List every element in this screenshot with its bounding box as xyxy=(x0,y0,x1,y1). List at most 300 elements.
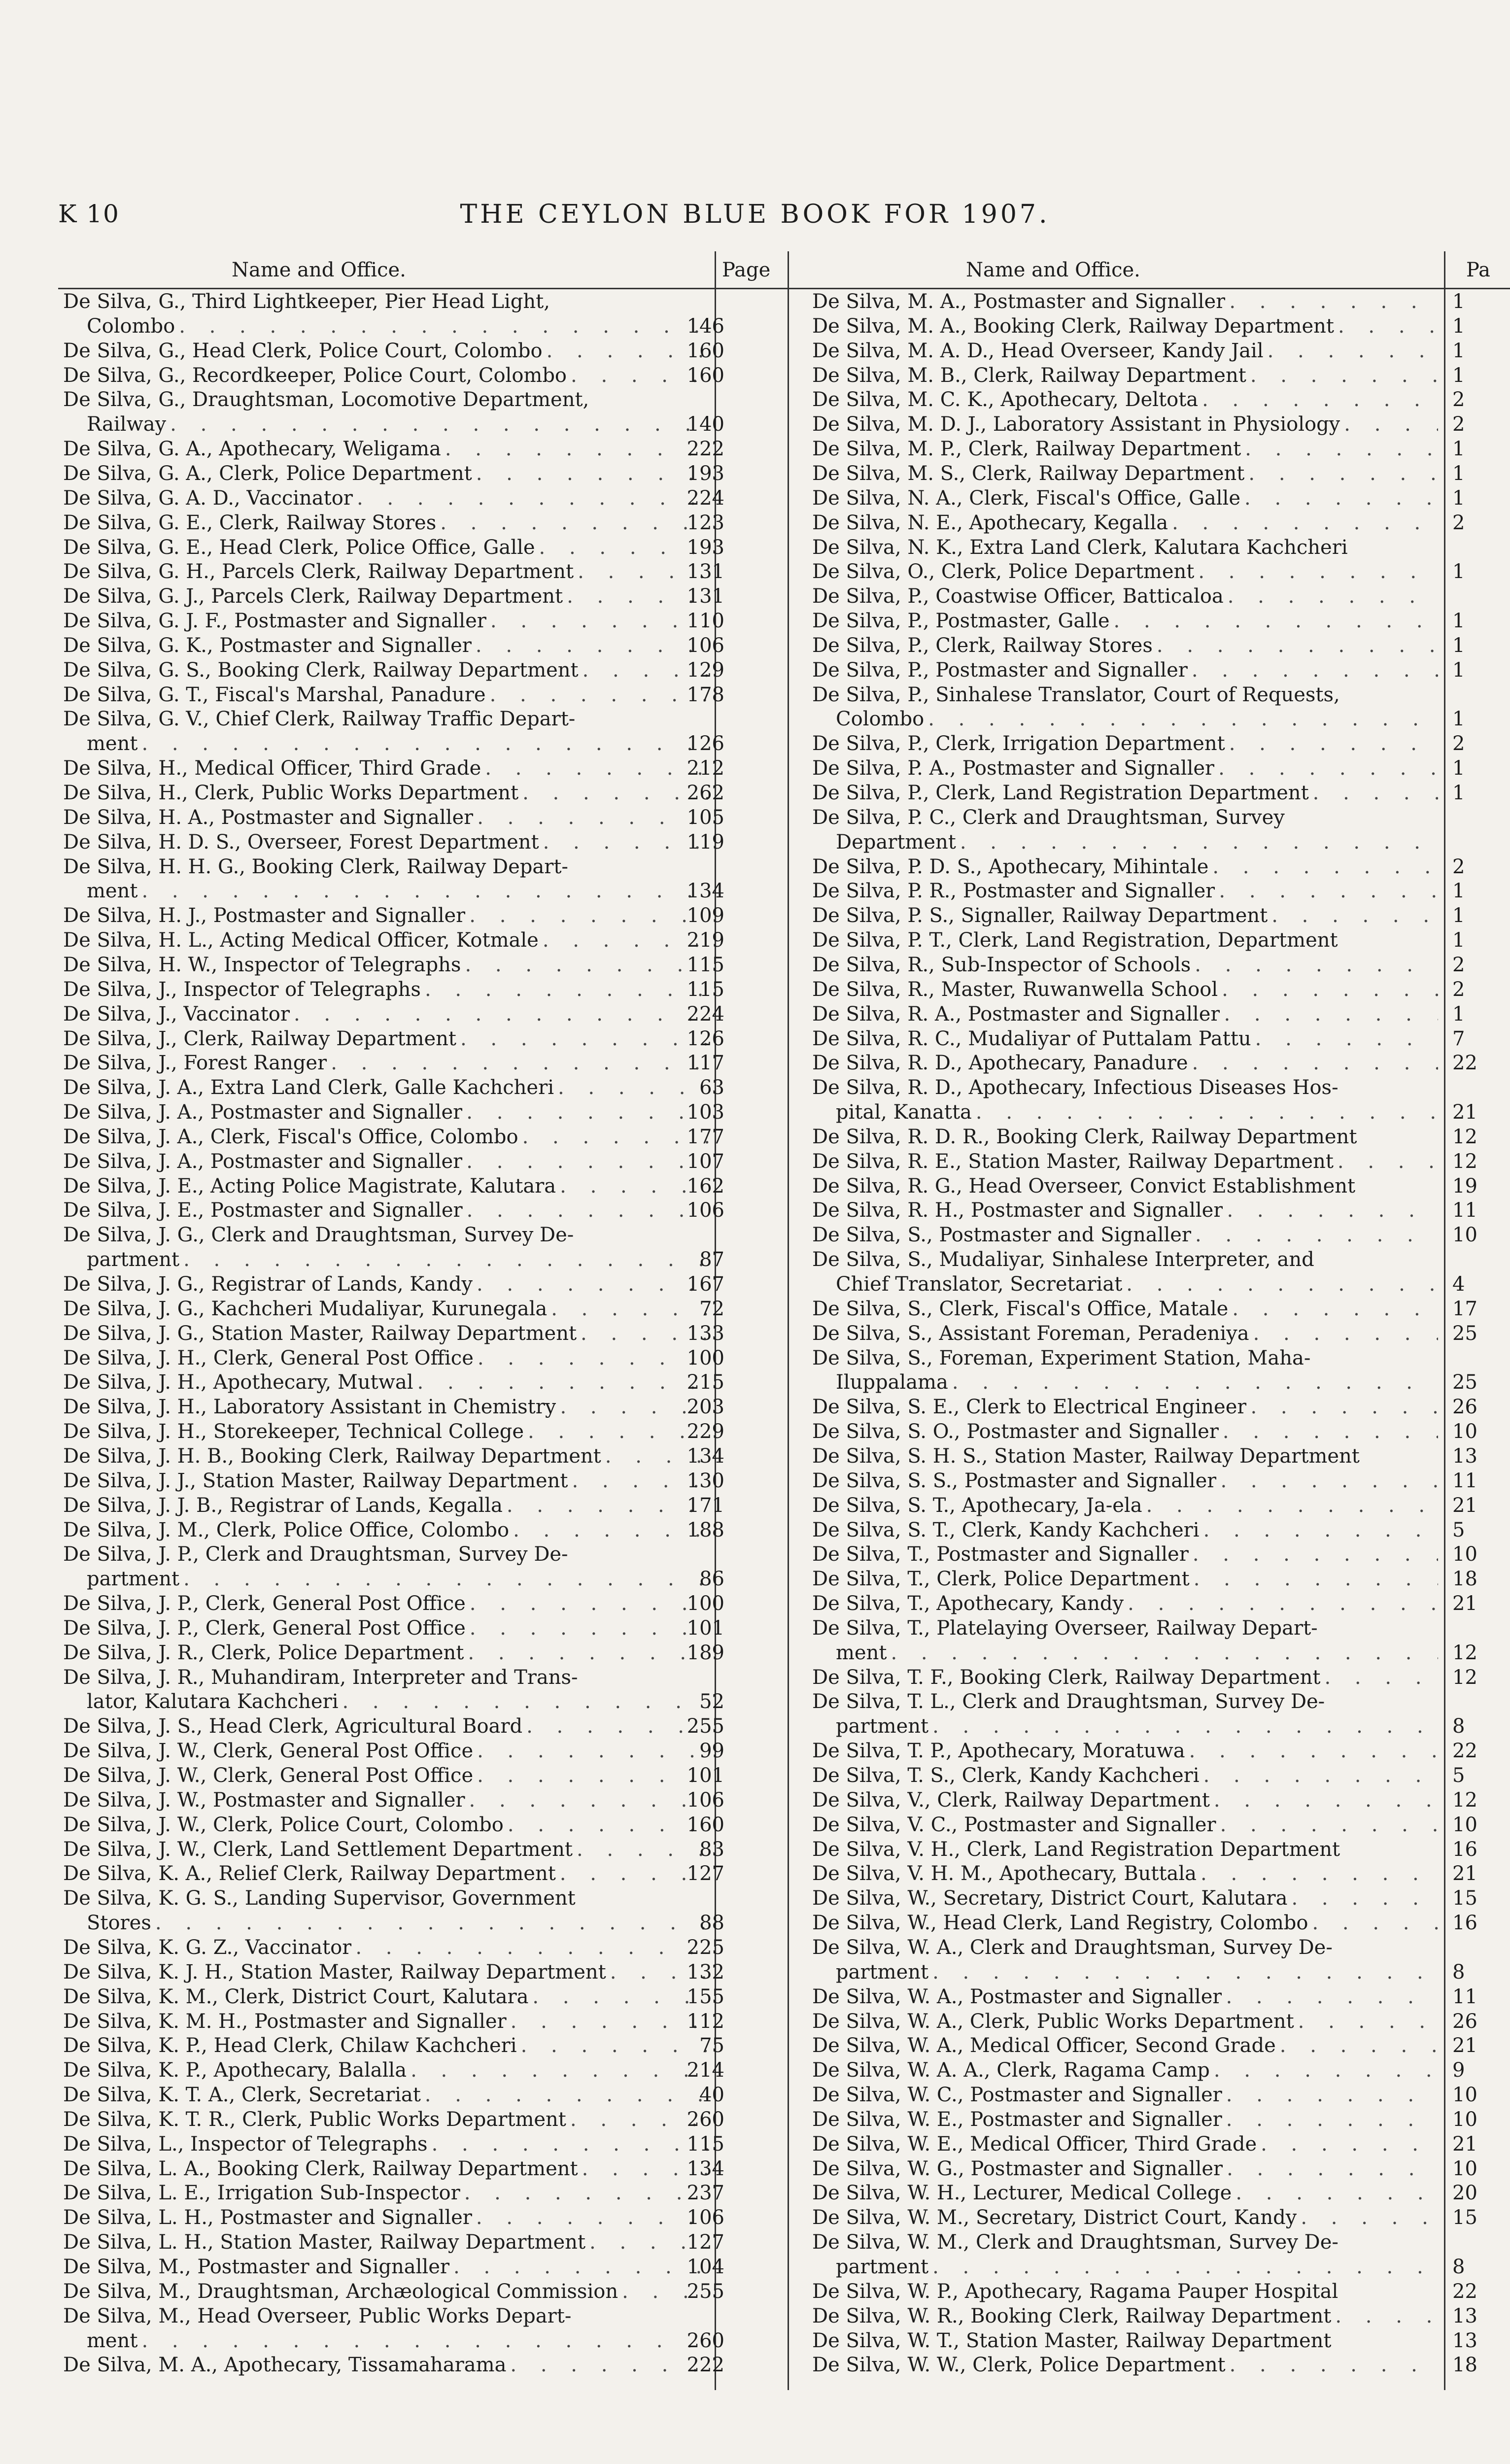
leader-dots xyxy=(924,707,1438,732)
entry-name-office: De Silva, J. H., Storekeeper, Technical College xyxy=(63,1420,524,1443)
index-entry xyxy=(836,1370,1438,1395)
index-entry xyxy=(812,2181,1438,2206)
entry-name-office: De Silva, P. R., Postmaster and Signaller xyxy=(812,880,1215,903)
leader-dots xyxy=(956,830,1438,855)
entry-name-office: De Silva, S., Postmaster and Signaller xyxy=(812,1224,1192,1247)
entry-page-number: 1 xyxy=(1452,290,1465,313)
index-entry xyxy=(87,1567,709,1592)
index-entry xyxy=(63,634,709,658)
entry-name-office: De Silva, H. J., Postmaster and Signaller xyxy=(63,904,466,927)
entry-page-number: 140 xyxy=(686,413,724,436)
entry-page-number: 10 xyxy=(1452,1813,1477,1836)
index-entry xyxy=(63,1174,709,1199)
entry-page-number: 21 xyxy=(1452,1862,1477,1885)
index-entry xyxy=(63,1592,709,1616)
leader-dots xyxy=(1223,2157,1438,2182)
entry-page-number: 87 xyxy=(699,1248,724,1271)
entry-name-office: De Silva, R. H., Postmaster and Signaller xyxy=(812,1199,1223,1222)
entry-name-office: ment xyxy=(87,880,138,903)
leader-dots xyxy=(175,314,709,339)
entry-page-number: 20 xyxy=(1452,2182,1477,2205)
leader-dots xyxy=(1308,1911,1438,1936)
index-entry xyxy=(87,2329,709,2354)
index-entry xyxy=(63,2157,709,2182)
index-entry xyxy=(812,388,1438,412)
entry-page-number: 10 xyxy=(1452,2084,1477,2107)
entry-name-office: De Silva, J. W., Clerk, Land Settlement Department xyxy=(63,1838,573,1861)
entry-name-office: De Silva, H. W., Inspector of Telegraphs xyxy=(63,953,461,976)
index-entry xyxy=(63,1886,709,1911)
entry-page-number: 127 xyxy=(686,1862,724,1885)
entry-name-office: De Silva, M. C. K., Apothecary, Deltota xyxy=(812,388,1199,411)
entry-page-number: 2 xyxy=(1452,413,1465,436)
entry-page-number: 22 xyxy=(1452,1052,1477,1075)
leader-dots xyxy=(1153,634,1438,658)
index-entry xyxy=(812,1125,1438,1150)
entry-name-office: De Silva, V., Clerk, Railway Department xyxy=(812,1788,1210,1812)
entry-page-number: 134 xyxy=(686,2157,724,2180)
entry-name-office: De Silva, J., Forest Ranger xyxy=(63,1052,327,1075)
leader-dots xyxy=(928,1714,1438,1739)
entry-name-office: Chief Translator, Secretariat xyxy=(836,1273,1123,1296)
entry-page-number: 1 xyxy=(1452,314,1465,338)
entry-name-office: De Silva, J. G., Kachcheri Mudaliyar, Kurunegala xyxy=(63,1297,548,1320)
entry-name-office: De Silva, J. A., Postmaster and Signaller xyxy=(63,1150,463,1173)
entry-name-office: De Silva, W. A., Clerk, Public Works Department xyxy=(812,2010,1294,2033)
index-entry xyxy=(63,1739,709,1764)
index-entry xyxy=(812,806,1438,830)
index-entry xyxy=(63,1469,709,1494)
index-entry xyxy=(63,1444,709,1469)
entry-name-office: De Silva, W. E., Postmaster and Signaller xyxy=(812,2108,1222,2131)
leader-dots xyxy=(1191,1223,1438,1248)
leader-dots xyxy=(1334,1150,1438,1174)
entry-name-office: De Silva, L. H., Postmaster and Signaller xyxy=(63,2206,472,2229)
index-entry xyxy=(812,2058,1438,2083)
index-entry xyxy=(812,314,1438,339)
leader-dots xyxy=(1264,339,1438,364)
entry-page-number: 18 xyxy=(1452,1568,1477,1591)
leader-dots xyxy=(1198,388,1438,412)
leader-dots xyxy=(1225,290,1438,314)
entry-page-number: 103 xyxy=(686,1101,724,1124)
entry-name-office: ment xyxy=(87,732,138,755)
column-divider-rule xyxy=(788,251,789,2390)
entry-name-office: De Silva, J. E., Postmaster and Signaller xyxy=(63,1199,463,1222)
entry-page-number: 1 xyxy=(1452,560,1465,583)
index-entry xyxy=(812,2280,1438,2304)
entry-page-number: 222 xyxy=(686,2354,724,2377)
index-entry xyxy=(63,2304,709,2329)
entry-name-office: De Silva, P., Postmaster and Signaller xyxy=(812,658,1188,682)
entry-name-office: De Silva, L. E., Irrigation Sub-Inspector xyxy=(63,2182,460,2205)
entry-name-office: De Silva, T. L., Clerk and Draughtsman, Survey De- xyxy=(812,1690,1325,1713)
leader-dots xyxy=(972,1100,1438,1125)
entry-name-office: pital, Kanatta xyxy=(836,1101,972,1124)
entry-page-number: 22 xyxy=(1452,2280,1477,2303)
entry-page-number: 16 xyxy=(1452,1912,1477,1935)
entry-name-office: De Silva, S. T., Apothecary, Ja-ela xyxy=(812,1494,1142,1517)
entry-name-office: De Silva, W. G., Postmaster and Signaller xyxy=(812,2157,1223,2180)
entry-page-number: 127 xyxy=(686,2231,724,2254)
entry-page-number: 25 xyxy=(1452,1322,1477,1345)
index-entry xyxy=(63,928,709,953)
entry-name-office: De Silva, K. M., Clerk, District Court, Kalutara xyxy=(63,1985,529,2008)
entry-page-number: 10 xyxy=(1452,2108,1477,2131)
entry-page-number: 132 xyxy=(686,1960,724,1984)
entry-name-office: De Silva, W. M., Clerk and Draughtsman, Survey De- xyxy=(812,2231,1338,2254)
index-entry xyxy=(812,732,1438,756)
entry-page-number: 224 xyxy=(686,486,724,510)
entry-page-number: 25 xyxy=(1452,1371,1477,1394)
leader-dots xyxy=(1226,2353,1438,2378)
index-entry xyxy=(812,634,1438,658)
leader-dots xyxy=(290,1002,709,1027)
entry-name-office: De Silva, L. H., Station Master, Railway Department xyxy=(63,2231,586,2254)
entry-page-number: 10 xyxy=(1452,1543,1477,1566)
entry-name-office: De Silva, T. P., Apothecary, Moratuwa xyxy=(812,1740,1185,1763)
leader-dots xyxy=(1216,1813,1438,1838)
leader-dots xyxy=(327,1051,709,1076)
index-entry xyxy=(812,1051,1438,1076)
index-entry xyxy=(812,1346,1438,1371)
entry-name-office: De Silva, M., Draughtsman, Archæological Commission xyxy=(63,2280,618,2303)
entry-page-number: 88 xyxy=(699,1912,724,1935)
entry-name-office: De Silva, G. K., Postmaster and Signaller xyxy=(63,634,472,657)
leader-dots xyxy=(166,412,709,437)
entry-name-office: De Silva, H. H. G., Booking Clerk, Railway Depart- xyxy=(63,855,568,878)
entry-name-office: De Silva, T., Postmaster and Signaller xyxy=(812,1543,1189,1566)
entry-page-number: 11 xyxy=(1452,1469,1477,1492)
page-number: K 10 xyxy=(58,200,120,228)
entry-name-office: De Silva, S. S., Postmaster and Signaller xyxy=(812,1469,1217,1492)
index-entry xyxy=(812,928,1438,953)
entry-name-office: De Silva, G. J., Parcels Clerk, Railway Department xyxy=(63,585,563,608)
entry-name-office: De Silva, J. H., Laboratory Assistant in Chemistry xyxy=(63,1396,556,1419)
entry-name-office: De Silva, R. A., Postmaster and Signaller xyxy=(812,1002,1220,1026)
entry-page-number: 115 xyxy=(686,978,724,1001)
leader-dots xyxy=(1276,2034,1438,2058)
entry-page-number: 13 xyxy=(1452,1444,1477,1468)
entry-page-number: 1 xyxy=(1452,658,1465,682)
index-entry xyxy=(812,1911,1438,1936)
entry-page-number: 4 xyxy=(1452,1273,1465,1296)
entry-page-number: 193 xyxy=(686,462,724,485)
leader-dots xyxy=(1216,1469,1438,1494)
index-entry xyxy=(812,1616,1438,1641)
leader-dots xyxy=(928,2255,1438,2280)
index-entry xyxy=(87,732,709,756)
leader-dots xyxy=(1309,781,1438,806)
entry-page-number: 126 xyxy=(686,1027,724,1050)
entry-name-office: De Silva, J. R., Clerk, Police Department xyxy=(63,1641,464,1664)
entry-name-office: De Silva, S. O., Postmaster and Signaller xyxy=(812,1420,1219,1443)
leader-dots xyxy=(1320,1666,1438,1690)
index-entry xyxy=(63,904,709,928)
entry-name-office: De Silva, P., Clerk, Irrigation Department xyxy=(812,732,1225,755)
leader-dots xyxy=(1246,364,1438,388)
entry-name-office: De Silva, P., Clerk, Land Registration Department xyxy=(812,782,1309,804)
entry-page-number: 106 xyxy=(686,634,724,657)
entry-page-number: 1 xyxy=(1452,438,1465,461)
entry-name-office: De Silva, M. D. J., Laboratory Assistant in Physiology xyxy=(812,413,1340,436)
entry-page-number: 86 xyxy=(699,1568,724,1591)
index-entry xyxy=(812,1469,1438,1494)
entry-name-office: partment xyxy=(87,1248,180,1271)
entry-name-office: De Silva, T. F., Booking Clerk, Railway Department xyxy=(812,1666,1321,1689)
entry-name-office: De Silva, V. C., Postmaster and Signaller xyxy=(812,1813,1216,1836)
entry-name-office: De Silva, J. G., Clerk and Draughtsman, Survey De- xyxy=(63,1224,574,1247)
leader-dots xyxy=(1200,1764,1438,1788)
leader-dots xyxy=(1197,1862,1438,1886)
entry-name-office: De Silva, T., Clerk, Police Department xyxy=(812,1568,1190,1591)
entry-name-office: De Silva, J. G., Station Master, Railway Department xyxy=(63,1322,577,1345)
index-entry xyxy=(63,978,709,1002)
entry-page-number: 1 xyxy=(1452,880,1465,903)
entry-page-number: 110 xyxy=(686,610,724,633)
index-entry xyxy=(812,1666,1438,1690)
entry-page-number: 188 xyxy=(686,1518,724,1541)
entry-name-office: De Silva, G. E., Clerk, Railway Stores xyxy=(63,511,437,534)
index-entry xyxy=(812,683,1438,708)
leader-dots xyxy=(1188,658,1438,683)
entry-name-office: De Silva, J. J., Station Master, Railway Department xyxy=(63,1469,568,1492)
entry-name-office: De Silva, S., Assistant Foreman, Peradeniya xyxy=(812,1322,1249,1345)
index-entry xyxy=(63,364,709,388)
entry-page-number: 212 xyxy=(686,757,724,780)
index-entry xyxy=(836,2255,1438,2280)
entry-page-number: 146 xyxy=(686,314,724,338)
entry-page-number: 21 xyxy=(1452,2034,1477,2057)
entry-page-number: 5 xyxy=(1452,1764,1465,1787)
entry-name-office: De Silva, O., Clerk, Police Department xyxy=(812,560,1195,583)
entry-name-office: De Silva, J. E., Acting Police Magistrate, Kalutara xyxy=(63,1174,556,1198)
entry-name-office: De Silva, W. H., Lecturer, Medical College xyxy=(812,2182,1232,2205)
entry-name-office: De Silva, W. A., Medical Officer, Second Grade xyxy=(812,2034,1276,2057)
entry-name-office: De Silva, J. A., Extra Land Clerk, Galle Kachcheri xyxy=(63,1076,554,1099)
entry-name-office: De Silva, K. G. Z., Vaccinator xyxy=(63,1936,352,1959)
entry-page-number: 178 xyxy=(686,683,724,706)
leader-dots xyxy=(1110,609,1438,634)
index-entry xyxy=(63,781,709,806)
entry-name-office: De Silva, W. C., Postmaster and Signaller xyxy=(812,2084,1222,2107)
entry-name-office: De Silva, M. A. D., Head Overseer, Kandy Jail xyxy=(812,339,1264,362)
entry-name-office: De Silva, J. W., Clerk, General Post Office xyxy=(63,1764,474,1787)
entry-page-number: 13 xyxy=(1452,2329,1477,2352)
entry-name-office: De Silva, J., Vaccinator xyxy=(63,1002,290,1026)
entry-page-number: 1 xyxy=(1452,364,1465,387)
entry-page-number: 21 xyxy=(1452,2132,1477,2156)
index-entry xyxy=(812,1395,1438,1420)
leader-dots xyxy=(1190,1567,1438,1592)
index-entry xyxy=(63,1714,709,1739)
index-entry xyxy=(812,658,1438,683)
right-page-heading: Pa xyxy=(1466,259,1490,281)
index-entry xyxy=(812,1174,1438,1199)
entry-page-number: 160 xyxy=(686,339,724,362)
entry-page-number: 2 xyxy=(1452,732,1465,755)
entry-name-office: De Silva, G. E., Head Clerk, Police Office, Galle xyxy=(63,536,535,559)
leader-dots xyxy=(1268,904,1438,928)
entry-name-office: De Silva, G., Draughtsman, Locomotive Department, xyxy=(63,388,589,411)
entry-name-office: De Silva, W., Secretary, District Court, Kalutara xyxy=(812,1887,1288,1910)
index-entry xyxy=(63,1813,709,1838)
entry-page-number: 162 xyxy=(686,1174,724,1198)
leader-dots xyxy=(1224,584,1438,609)
entry-page-number: 193 xyxy=(686,536,724,559)
entry-name-office: De Silva, J. H., Clerk, General Post Office xyxy=(63,1346,474,1369)
index-entry xyxy=(63,2010,709,2034)
index-entry xyxy=(63,560,709,584)
entry-page-number: 100 xyxy=(686,1346,724,1369)
entry-name-office: De Silva, J. G., Registrar of Lands, Kandy xyxy=(63,1273,473,1296)
index-entry xyxy=(63,2230,709,2255)
index-entry xyxy=(812,2108,1438,2132)
index-entry xyxy=(63,1346,709,1371)
index-entry xyxy=(63,2083,709,2108)
entry-name-office: De Silva, J. P., Clerk and Draughtsman, Survey De- xyxy=(63,1543,568,1566)
entry-page-number: 106 xyxy=(686,1788,724,1812)
entry-name-office: De Silva, G. H., Parcels Clerk, Railway Department xyxy=(63,560,574,583)
entry-page-number: 2 xyxy=(1452,978,1465,1001)
index-entry xyxy=(812,904,1438,928)
index-entry xyxy=(63,1764,709,1788)
entry-page-number: 203 xyxy=(686,1396,724,1419)
entry-page-number: 109 xyxy=(686,904,724,927)
entry-name-office: De Silva, P. D. S., Apothecary, Mihintale xyxy=(812,855,1209,878)
page-header xyxy=(0,200,1510,239)
entry-page-number: 255 xyxy=(686,1715,724,1738)
index-entry xyxy=(63,1788,709,1813)
leader-dots xyxy=(1208,855,1438,880)
entry-page-number: 1 xyxy=(1452,929,1465,952)
entry-page-number: 225 xyxy=(686,1936,724,1959)
index-entry xyxy=(63,1518,709,1543)
index-entry xyxy=(812,412,1438,437)
index-entry xyxy=(812,1444,1438,1469)
index-entry xyxy=(812,2206,1438,2230)
entry-page-number: 222 xyxy=(686,438,724,461)
entry-name-office: De Silva, R. G., Head Overseer, Convict Establishment xyxy=(812,1174,1356,1198)
index-entry xyxy=(812,584,1438,609)
entry-page-number: 106 xyxy=(686,1199,724,1222)
entry-page-number: 11 xyxy=(1452,1985,1477,2008)
entry-name-office: De Silva, W. A., Clerk and Draughtsman, Survey De- xyxy=(812,1936,1333,1959)
entry-name-office: De Silva, R. E., Station Master, Railway Department xyxy=(812,1150,1334,1173)
entry-page-number: 189 xyxy=(686,1641,724,1664)
entry-page-number: 2 xyxy=(1452,855,1465,878)
entry-name-office: De Silva, P. S., Signaller, Railway Department xyxy=(812,904,1268,927)
index-entry xyxy=(63,1223,709,1248)
entry-name-office: De Silva, V. H. M., Apothecary, Buttala xyxy=(812,1862,1197,1885)
index-entry xyxy=(63,1297,709,1322)
index-entry xyxy=(63,707,709,732)
leader-dots xyxy=(1218,978,1438,1002)
entry-page-number: 12 xyxy=(1452,1150,1477,1173)
index-entry xyxy=(63,1051,709,1076)
index-entry xyxy=(812,1248,1438,1272)
index-entry xyxy=(87,879,709,904)
entry-page-number: 9 xyxy=(1452,2059,1465,2082)
entry-page-number: 123 xyxy=(686,511,724,534)
entry-page-number: 1 xyxy=(1452,782,1465,804)
leader-dots xyxy=(1210,2058,1438,2083)
index-entry xyxy=(812,1518,1438,1543)
index-entry xyxy=(63,536,709,560)
leader-dots xyxy=(1168,511,1438,536)
entry-name-office: De Silva, J. H. B., Booking Clerk, Railway Department xyxy=(63,1444,601,1468)
index-entry xyxy=(63,2108,709,2132)
entry-name-office: De Silva, M. P., Clerk, Railway Department xyxy=(812,438,1241,461)
index-entry xyxy=(63,584,709,609)
entry-name-office: De Silva, G. J. F., Postmaster and Signaller xyxy=(63,610,486,633)
entry-page-number: 104 xyxy=(686,2256,724,2278)
entry-name-office: De Silva, G. V., Chief Clerk, Railway Traffic Depart- xyxy=(63,708,576,731)
entry-page-number: 214 xyxy=(686,2059,724,2082)
entry-name-office: De Silva, H. A., Postmaster and Signaller xyxy=(63,806,474,829)
page-title: THE CEYLON BLUE BOOK FOR 1907. xyxy=(460,200,1050,229)
index-entry xyxy=(812,2353,1438,2378)
index-entry xyxy=(812,536,1438,560)
index-entry xyxy=(87,1690,709,1714)
entry-name-office: De Silva, J. W., Clerk, Police Court, Colombo xyxy=(63,1813,504,1836)
entry-page-number: 119 xyxy=(686,830,724,854)
entry-page-number: 12 xyxy=(1452,1666,1477,1689)
index-entry xyxy=(812,1420,1438,1444)
index-entry xyxy=(812,1076,1438,1100)
index-entry xyxy=(63,609,709,634)
entry-page-number: 219 xyxy=(686,929,724,952)
leader-dots xyxy=(1215,879,1438,904)
index-entry xyxy=(812,462,1438,486)
leader-dots xyxy=(1188,1051,1438,1076)
index-entry xyxy=(812,2034,1438,2058)
entry-name-office: De Silva, S., Clerk, Fiscal's Office, Matale xyxy=(812,1297,1229,1320)
entry-name-office: De Silva, K. P., Head Clerk, Chilaw Kachcheri xyxy=(63,2034,517,2057)
entry-name-office: De Silva, J. R., Muhandiram, Interpreter and Trans- xyxy=(63,1666,578,1689)
index-entry xyxy=(812,486,1438,511)
index-entry xyxy=(812,2230,1438,2255)
entry-name-office: De Silva, T., Platelaying Overseer, Railway Depart- xyxy=(812,1616,1318,1640)
entry-page-number: 100 xyxy=(686,1592,724,1615)
entry-page-number: 134 xyxy=(686,1444,724,1468)
entry-page-number: 155 xyxy=(686,1985,724,2008)
leader-dots xyxy=(1124,1592,1438,1616)
leader-dots xyxy=(1241,437,1438,462)
leader-dots xyxy=(1200,1518,1438,1543)
entry-page-number: 22 xyxy=(1452,1740,1477,1763)
entry-page-number: 133 xyxy=(686,1322,724,1345)
leader-dots xyxy=(179,1248,709,1272)
entry-name-office: Department xyxy=(836,830,956,854)
entry-name-office: De Silva, M. A., Booking Clerk, Railway Department xyxy=(812,314,1334,338)
entry-page-number: 21 xyxy=(1452,1494,1477,1517)
index-entry xyxy=(63,806,709,830)
entry-name-office: De Silva, N. E., Apothecary, Kegalla xyxy=(812,511,1168,534)
entry-page-number: 171 xyxy=(686,1494,724,1517)
index-entry xyxy=(63,462,709,486)
right-page-column-rule xyxy=(1444,251,1445,2390)
entry-name-office: Colombo xyxy=(87,314,175,338)
index-entry xyxy=(836,1272,1438,1297)
index-entry xyxy=(63,683,709,708)
entry-name-office: De Silva, H., Medical Officer, Third Grade xyxy=(63,757,481,780)
entry-page-number: 2 xyxy=(1452,511,1465,534)
entry-name-office: De Silva, J. M., Clerk, Police Office, Colombo xyxy=(63,1518,510,1541)
index-entry xyxy=(63,1666,709,1690)
entry-name-office: De Silva, H., Clerk, Public Works Department xyxy=(63,782,519,804)
entry-name-office: Railway xyxy=(87,413,167,436)
